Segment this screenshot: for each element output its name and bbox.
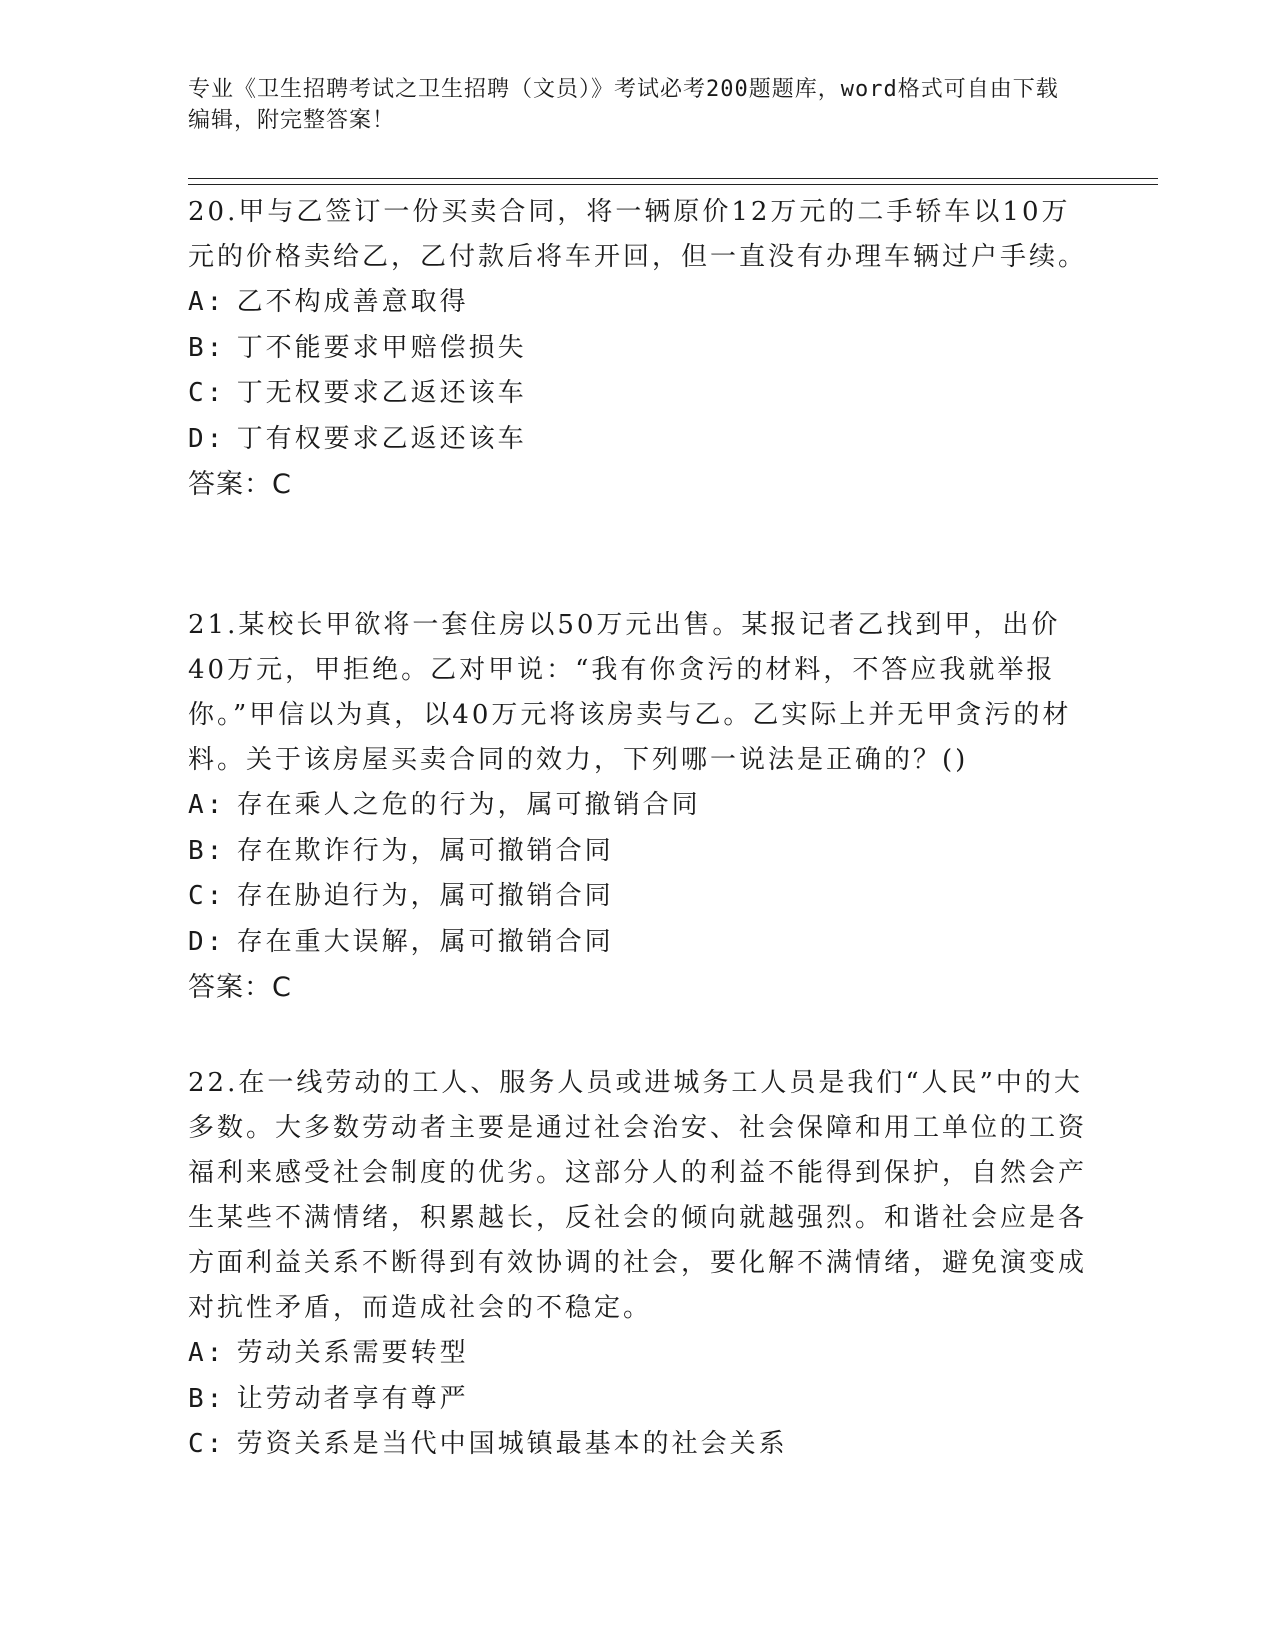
- option-key: B:: [188, 1383, 226, 1414]
- option-b: [188, 326, 1088, 372]
- question-stem: 20.甲与乙签订一份买卖合同，将一辆原价12万元的二手轿车以10万元的价格卖给乙，乙付款后将车开回，但一直没有办理车辆过户手续。: [188, 197, 1088, 272]
- option-key: D:: [188, 423, 226, 454]
- option-key: C:: [188, 378, 226, 408]
- option-c: [188, 371, 1088, 417]
- option-text: 劳动关系需要转型: [236, 1338, 469, 1368]
- answer-line: 答案：C: [188, 972, 292, 1003]
- header-divider-bottom: [188, 184, 1158, 185]
- option-d: [188, 417, 1088, 463]
- document-header: 专业《卫生招聘考试之卫生招聘（文员）》考试必考200题题库，word格式可自由下载编辑，附完整答案！: [188, 77, 1059, 133]
- answer-line: 答案：C: [188, 469, 292, 500]
- option-a: [188, 280, 1088, 326]
- option-key: A:: [188, 790, 226, 820]
- option-c: [188, 874, 1088, 920]
- option-d: [188, 920, 1088, 966]
- header-divider-top: [188, 178, 1158, 179]
- option-text: 丁不能要求甲赔偿损失: [236, 332, 527, 363]
- option-text: 存在乘人之危的行为，属可撤销合同: [236, 790, 701, 820]
- option-text: 存在胁迫行为，属可撤销合同: [236, 881, 614, 911]
- option-text: 丁无权要求乙返还该车: [236, 378, 527, 408]
- option-key: A:: [188, 1338, 226, 1368]
- option-c: [188, 1422, 1088, 1468]
- option-text: 让劳动者享有尊严: [236, 1383, 469, 1414]
- option-a: [188, 783, 1088, 829]
- option-key: B:: [188, 332, 226, 363]
- question-20: [188, 190, 1088, 508]
- option-key: D:: [188, 926, 226, 957]
- option-key: A:: [188, 287, 226, 317]
- option-key: C:: [188, 881, 226, 911]
- option-key: C:: [188, 1429, 226, 1459]
- question-21: [188, 603, 1088, 1011]
- option-text: 存在重大误解，属可撤销合同: [236, 926, 614, 957]
- option-a: [188, 1331, 1088, 1377]
- question-stem: 21.某校长甲欲将一套住房以50万元出售。某报记者乙找到甲，出价40万元，甲拒绝。乙对甲说：“我有你贪污的材料，不答应我就举报你。”甲信以为真，以40万元将该房卖与乙。乙实际上并无甲贪污的材料。关于该房屋买卖合同的效力，下列哪一说法是正确的？(): [188, 610, 1072, 775]
- option-key: B:: [188, 835, 226, 866]
- option-text: 丁有权要求乙返还该车: [236, 423, 527, 454]
- option-text: 乙不构成善意取得: [236, 287, 469, 317]
- option-text: 劳资关系是当代中国城镇最基本的社会关系: [236, 1429, 788, 1459]
- question-stem: 22.在一线劳动的工人、服务人员或进城务工人员是我们“人民”中的大多数。大多数劳动者主要是通过社会治安、社会保障和用工单位的工资福利来感受社会制度的优劣。这部分人的利益不能得到保护，自然会产生某些不满情绪，积累越长，反社会的倾向就越强烈。和谐社会应是各方面利益关系不断得到有效协调的社会，要化解不满情绪，避免演变成对抗性矛盾，而造成社会的不稳定。: [188, 1068, 1088, 1323]
- option-b: [188, 1377, 1088, 1423]
- question-22: [188, 1061, 1088, 1468]
- option-text: 存在欺诈行为，属可撤销合同: [236, 835, 614, 866]
- option-b: [188, 829, 1088, 875]
